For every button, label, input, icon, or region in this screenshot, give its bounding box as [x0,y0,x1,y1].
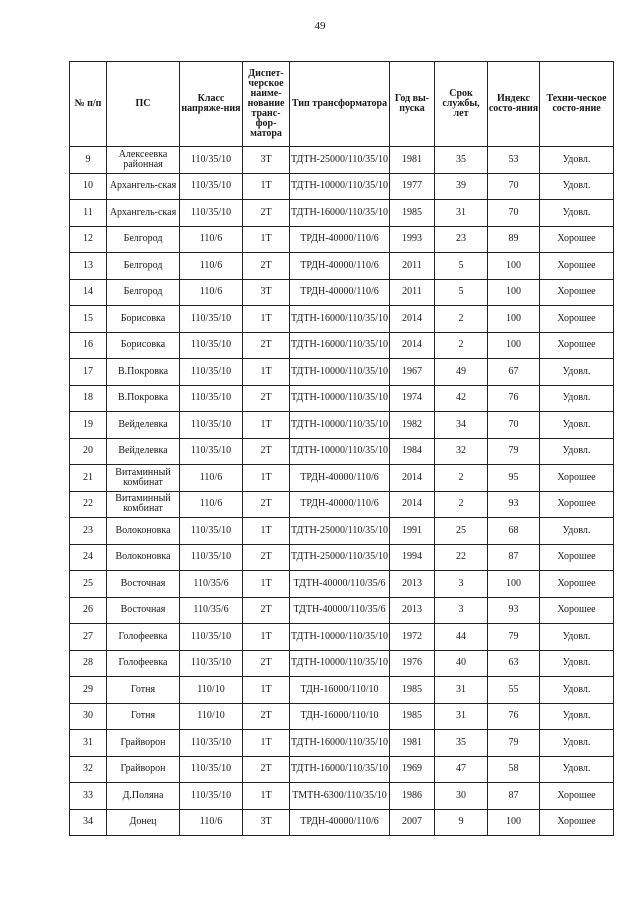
table-row [70,438,614,465]
table-row [70,200,614,227]
cell-index: 53 [488,147,540,174]
table-row [70,359,614,386]
cell-dispatch: 2Т [243,385,290,412]
cell-type: ТДТН-10000/110/35/10 [290,438,390,465]
table-header-row [70,62,614,147]
cell-num: 12 [70,226,107,253]
cell-voltage: 110/35/10 [180,730,243,757]
header-state: Техни-ческое состо-яние [540,62,614,147]
cell-ps: Витаминный комбинат [107,491,180,518]
table-row [70,306,614,333]
cell-num: 22 [70,491,107,518]
cell-type: ТДТН-16000/110/35/10 [290,332,390,359]
table-row [70,412,614,439]
cell-ps: Витаминный комбинат [107,465,180,492]
cell-state: Удовл. [540,650,614,677]
cell-voltage: 110/35/10 [180,200,243,227]
cell-num: 24 [70,544,107,571]
cell-dispatch: 2Т [243,756,290,783]
cell-index: 67 [488,359,540,386]
cell-num: 21 [70,465,107,492]
cell-service: 42 [435,385,488,412]
cell-voltage: 110/35/10 [180,385,243,412]
cell-state: Хорошее [540,491,614,518]
transformer-table [69,61,614,836]
cell-index: 100 [488,253,540,280]
cell-dispatch: 1Т [243,226,290,253]
cell-num: 13 [70,253,107,280]
table-row [70,385,614,412]
cell-state: Хорошее [540,253,614,280]
cell-voltage: 110/35/6 [180,597,243,624]
cell-type: ТДТН-16000/110/35/10 [290,306,390,333]
cell-voltage: 110/35/10 [180,650,243,677]
cell-dispatch: 2Т [243,200,290,227]
cell-year: 2007 [390,809,435,836]
cell-ps: Белгород [107,253,180,280]
cell-ps: Готня [107,677,180,704]
cell-service: 2 [435,332,488,359]
table-row [70,465,614,492]
cell-voltage: 110/10 [180,703,243,730]
table-row [70,624,614,651]
cell-service: 44 [435,624,488,651]
cell-type: ТДТН-10000/110/35/10 [290,412,390,439]
table-row [70,491,614,518]
cell-ps: Голофеевка [107,624,180,651]
cell-year: 2013 [390,597,435,624]
cell-ps: Волоконовка [107,518,180,545]
cell-ps: В.Покровка [107,359,180,386]
cell-num: 29 [70,677,107,704]
cell-state: Удовл. [540,756,614,783]
cell-service: 31 [435,200,488,227]
cell-service: 49 [435,359,488,386]
cell-index: 100 [488,279,540,306]
cell-ps: Алексеевка районная [107,147,180,174]
cell-num: 19 [70,412,107,439]
cell-index: 100 [488,571,540,598]
cell-dispatch: 1Т [243,359,290,386]
cell-num: 27 [70,624,107,651]
cell-dispatch: 2Т [243,253,290,280]
cell-dispatch: 2Т [243,597,290,624]
cell-num: 33 [70,783,107,810]
cell-num: 17 [70,359,107,386]
cell-type: ТДТН-40000/110/35/6 [290,597,390,624]
cell-year: 2014 [390,332,435,359]
cell-year: 1974 [390,385,435,412]
table-row [70,597,614,624]
cell-ps: Белгород [107,279,180,306]
cell-state: Удовл. [540,518,614,545]
cell-index: 76 [488,385,540,412]
table-row [70,809,614,836]
cell-index: 58 [488,756,540,783]
cell-dispatch: 1Т [243,465,290,492]
cell-dispatch: 1Т [243,783,290,810]
cell-type: ТРДН-40000/110/6 [290,809,390,836]
cell-voltage: 110/6 [180,253,243,280]
cell-num: 34 [70,809,107,836]
cell-dispatch: 2Т [243,438,290,465]
table-body [70,147,614,836]
cell-state: Удовл. [540,703,614,730]
cell-service: 34 [435,412,488,439]
cell-service: 2 [435,465,488,492]
cell-dispatch: 1Т [243,173,290,200]
table-row [70,703,614,730]
cell-num: 9 [70,147,107,174]
cell-state: Хорошее [540,571,614,598]
header-num: № п/п [70,62,107,147]
cell-state: Удовл. [540,173,614,200]
cell-index: 79 [488,624,540,651]
cell-num: 31 [70,730,107,757]
cell-dispatch: 2Т [243,544,290,571]
cell-voltage: 110/35/10 [180,359,243,386]
header-type: Тип трансформатора [290,62,390,147]
table-row [70,730,614,757]
cell-dispatch: 1Т [243,412,290,439]
cell-ps: Борисовка [107,332,180,359]
cell-type: ТРДН-40000/110/6 [290,279,390,306]
cell-year: 1982 [390,412,435,439]
cell-service: 3 [435,597,488,624]
cell-dispatch: 1Т [243,571,290,598]
cell-index: 70 [488,200,540,227]
cell-year: 2011 [390,253,435,280]
cell-num: 28 [70,650,107,677]
cell-year: 1977 [390,173,435,200]
cell-num: 10 [70,173,107,200]
cell-index: 93 [488,491,540,518]
cell-service: 5 [435,253,488,280]
cell-num: 14 [70,279,107,306]
cell-type: ТРДН-40000/110/6 [290,491,390,518]
cell-service: 30 [435,783,488,810]
cell-type: ТДТН-10000/110/35/10 [290,624,390,651]
cell-ps: Готня [107,703,180,730]
cell-state: Удовл. [540,147,614,174]
cell-voltage: 110/6 [180,465,243,492]
cell-voltage: 110/35/10 [180,783,243,810]
cell-ps: Вейделевка [107,412,180,439]
cell-service: 35 [435,730,488,757]
header-service: Срок службы, лет [435,62,488,147]
cell-service: 5 [435,279,488,306]
cell-voltage: 110/35/10 [180,147,243,174]
cell-num: 32 [70,756,107,783]
cell-state: Хорошее [540,809,614,836]
cell-dispatch: 1Т [243,306,290,333]
cell-index: 100 [488,306,540,333]
cell-year: 1984 [390,438,435,465]
cell-state: Удовл. [540,438,614,465]
table-row [70,756,614,783]
cell-type: ТДН-16000/110/10 [290,703,390,730]
cell-year: 1985 [390,703,435,730]
cell-dispatch: 2Т [243,332,290,359]
cell-type: ТДТН-25000/110/35/10 [290,518,390,545]
cell-state: Хорошее [540,226,614,253]
cell-voltage: 110/35/10 [180,332,243,359]
cell-service: 39 [435,173,488,200]
cell-service: 2 [435,306,488,333]
cell-ps: Голофеевка [107,650,180,677]
cell-year: 1986 [390,783,435,810]
cell-year: 1972 [390,624,435,651]
header-year: Год вы-пуска [390,62,435,147]
cell-dispatch: 2Т [243,491,290,518]
cell-state: Хорошее [540,332,614,359]
cell-year: 1981 [390,730,435,757]
cell-num: 25 [70,571,107,598]
cell-year: 1985 [390,200,435,227]
cell-ps: Белгород [107,226,180,253]
cell-service: 40 [435,650,488,677]
cell-type: ТМТН-6300/110/35/10 [290,783,390,810]
cell-service: 23 [435,226,488,253]
header-voltage: Класс напряже-ния [180,62,243,147]
cell-index: 79 [488,438,540,465]
cell-year: 1976 [390,650,435,677]
cell-voltage: 110/6 [180,809,243,836]
cell-num: 15 [70,306,107,333]
cell-year: 1985 [390,677,435,704]
cell-ps: Вейделевка [107,438,180,465]
cell-year: 2014 [390,306,435,333]
cell-type: ТДТН-16000/110/35/10 [290,730,390,757]
cell-type: ТДТН-25000/110/35/10 [290,544,390,571]
cell-service: 2 [435,491,488,518]
cell-index: 70 [488,173,540,200]
cell-ps: Д.Поляна [107,783,180,810]
cell-index: 79 [488,730,540,757]
cell-voltage: 110/35/10 [180,306,243,333]
cell-year: 1967 [390,359,435,386]
cell-state: Удовл. [540,359,614,386]
cell-index: 100 [488,332,540,359]
cell-voltage: 110/35/10 [180,624,243,651]
cell-index: 87 [488,783,540,810]
table-row [70,253,614,280]
cell-service: 35 [435,147,488,174]
table-row [70,226,614,253]
cell-num: 20 [70,438,107,465]
cell-ps: Борисовка [107,306,180,333]
table-row [70,677,614,704]
cell-voltage: 110/6 [180,491,243,518]
cell-service: 25 [435,518,488,545]
cell-type: ТДТН-25000/110/35/10 [290,147,390,174]
cell-index: 76 [488,703,540,730]
header-ps: ПС [107,62,180,147]
cell-num: 18 [70,385,107,412]
cell-service: 3 [435,571,488,598]
table-row [70,332,614,359]
cell-dispatch: 2Т [243,650,290,677]
cell-service: 31 [435,703,488,730]
cell-voltage: 110/35/10 [180,756,243,783]
cell-ps: Восточная [107,597,180,624]
cell-year: 2014 [390,491,435,518]
cell-num: 11 [70,200,107,227]
cell-ps: Волоконовка [107,544,180,571]
cell-type: ТДТН-10000/110/35/10 [290,359,390,386]
cell-index: 68 [488,518,540,545]
cell-ps: Грайворон [107,730,180,757]
cell-num: 30 [70,703,107,730]
cell-dispatch: 2Т [243,703,290,730]
cell-voltage: 110/35/6 [180,571,243,598]
cell-type: ТДТН-10000/110/35/10 [290,173,390,200]
table-row [70,147,614,174]
cell-dispatch: 1Т [243,730,290,757]
cell-year: 1981 [390,147,435,174]
cell-voltage: 110/6 [180,279,243,306]
cell-state: Хорошее [540,783,614,810]
table-row [70,518,614,545]
cell-state: Удовл. [540,677,614,704]
cell-service: 47 [435,756,488,783]
cell-state: Удовл. [540,200,614,227]
cell-ps: Грайворон [107,756,180,783]
cell-type: ТДТН-16000/110/35/10 [290,756,390,783]
cell-voltage: 110/35/10 [180,173,243,200]
cell-state: Хорошее [540,597,614,624]
cell-ps: В.Покровка [107,385,180,412]
cell-voltage: 110/6 [180,226,243,253]
header-index: Индекс состо-яния [488,62,540,147]
cell-num: 16 [70,332,107,359]
cell-year: 2011 [390,279,435,306]
table-row [70,783,614,810]
cell-year: 1991 [390,518,435,545]
cell-state: Хорошее [540,279,614,306]
cell-index: 63 [488,650,540,677]
table-row [70,279,614,306]
cell-service: 9 [435,809,488,836]
cell-index: 55 [488,677,540,704]
cell-state: Хорошее [540,306,614,333]
table-row [70,650,614,677]
cell-state: Хорошее [540,465,614,492]
header-dispatch: Диспет-черское наиме-нование транс-фор-матора [243,62,290,147]
cell-ps: Архангель-ская [107,173,180,200]
cell-ps: Архангель-ская [107,200,180,227]
cell-dispatch: 3Т [243,279,290,306]
cell-service: 31 [435,677,488,704]
cell-voltage: 110/35/10 [180,438,243,465]
cell-service: 32 [435,438,488,465]
cell-num: 26 [70,597,107,624]
cell-voltage: 110/35/10 [180,518,243,545]
cell-type: ТРДН-40000/110/6 [290,253,390,280]
cell-state: Удовл. [540,624,614,651]
cell-state: Хорошее [540,544,614,571]
cell-dispatch: 1Т [243,677,290,704]
cell-type: ТРДН-40000/110/6 [290,465,390,492]
cell-index: 70 [488,412,540,439]
table-row [70,571,614,598]
cell-state: Удовл. [540,385,614,412]
cell-year: 2013 [390,571,435,598]
cell-type: ТДТН-16000/110/35/10 [290,200,390,227]
cell-num: 23 [70,518,107,545]
cell-ps: Восточная [107,571,180,598]
cell-voltage: 110/35/10 [180,544,243,571]
table-row [70,544,614,571]
cell-index: 89 [488,226,540,253]
cell-type: ТДН-16000/110/10 [290,677,390,704]
cell-voltage: 110/35/10 [180,412,243,439]
cell-index: 100 [488,809,540,836]
cell-dispatch: 3Т [243,147,290,174]
cell-year: 1994 [390,544,435,571]
cell-year: 1993 [390,226,435,253]
cell-type: ТРДН-40000/110/6 [290,226,390,253]
cell-dispatch: 1Т [243,624,290,651]
cell-index: 95 [488,465,540,492]
cell-ps: Донец [107,809,180,836]
table-row [70,173,614,200]
cell-state: Удовл. [540,730,614,757]
cell-type: ТДТН-40000/110/35/6 [290,571,390,598]
cell-type: ТДТН-10000/110/35/10 [290,650,390,677]
cell-voltage: 110/10 [180,677,243,704]
cell-dispatch: 1Т [243,518,290,545]
cell-dispatch: 3Т [243,809,290,836]
cell-index: 87 [488,544,540,571]
cell-service: 22 [435,544,488,571]
page-number: 49 [314,20,326,32]
cell-year: 1969 [390,756,435,783]
cell-type: ТДТН-10000/110/35/10 [290,385,390,412]
cell-year: 2014 [390,465,435,492]
cell-state: Удовл. [540,412,614,439]
cell-index: 93 [488,597,540,624]
